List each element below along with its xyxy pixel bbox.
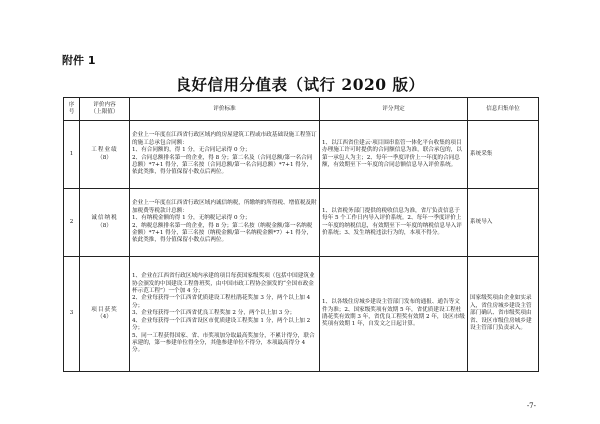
page-number: -7-: [526, 402, 536, 410]
row-standard: [130, 257, 320, 372]
standard-line: 4、企业每获得一个江西省设区市优质建设工程奖加 1 分，两个以上加 2 分；: [132, 317, 311, 332]
standard-line: 企业上一年度在江西省行政区域内的房屋建筑工程或市政基础设施工程签订的施工总承包合同额：: [132, 132, 317, 146]
header-judgement: 评分判定: [320, 98, 468, 121]
row-item-name: 项目获奖: [91, 306, 118, 313]
document-title: 良好信用分值表（试行 2020 版）: [175, 75, 425, 94]
row-source: 系统导入: [468, 189, 539, 257]
standard-line: 1、企业在江西省行政区域内承建的项目每获国家级奖项（包括中国建筑业协会颁发的中国建设工程鲁班奖，由中国市政工程协会颁发的“全国市政金杯示范工程”）一个加 4 分；: [132, 273, 315, 295]
table-row: [64, 121, 539, 189]
header-content-limit: （上限值）: [90, 109, 119, 115]
standard-line: 企业上一年度在江西省行政区域内诚信纳税，所缴纳的所得税、增值税及附加税费等税款计总额：: [132, 200, 317, 214]
credit-score-table: [63, 97, 539, 372]
standard-line: 2、合同总额排名第一的企业，得 8 分；第二名及（合同总额/第一名合同总额）*7+1 得分，第三名按（合同总额/第一名合同总额）*7+1 得分，依此类推，得分值保留小数点后两位。: [132, 154, 313, 176]
row-source: 系统采集: [468, 121, 539, 189]
row-item: [80, 189, 130, 257]
row-judgement: 1、以各级住房城乡建设主管部门发布的通报、通告等文件为准；2、国家级奖项有效期 5 年，省优质建设工程杜鹃花奖有效期 3 年，省优良工程奖有效期 2 年，设区市级奖项有效期 1 年，自发文之日起计算。: [320, 257, 468, 372]
row-seq: 2: [64, 189, 80, 257]
table-row: [64, 189, 539, 257]
row-item: [80, 257, 130, 372]
row-item-name: 诚信纳税: [91, 215, 118, 222]
table-row: [64, 257, 539, 372]
standard-line: 5、同一工程获得国家、省、市奖项加分取最高奖加分，不累计得分，联合承建的，第一参建单位得全分，其他参建单位不得分，本项最高得分 4 分。: [132, 332, 315, 354]
row-seq: 3: [64, 257, 80, 372]
header-content-label: 评价内容: [93, 102, 116, 108]
row-seq: 1: [64, 121, 80, 189]
row-judgement: 1、以省税务部门提供的税收信息为准，省厅负责信息于每年 5 个工作日内导入评价系统。2、每年一季度评价上一年度的纳税信息，有效期至下一年度的纳税信息导入评价系统；3、发生纳税违法行为的，本项不得分。: [320, 189, 468, 257]
standard-line: 2、企业每获得一个江西省优质建设工程杜鹃花奖加 3 分，两个以上加 4 分；: [132, 295, 311, 309]
row-item-limit: （8）: [97, 154, 112, 161]
row-source: 国家级奖项由企业如实录入，省住房城乡建设主管部门确认、省市级奖项由省、设区市级住房城乡建设主管部门负责录入。: [468, 257, 539, 372]
header-seq: 序号: [64, 98, 80, 121]
row-item: [80, 121, 130, 189]
row-item-limit: （8）: [97, 222, 112, 229]
header-standard: 评价标准: [130, 98, 320, 121]
row-judgement: 1、以江西省住建云·项目围串监管一体化平台收集的项目办理施工许可时提供的合同额信息为准，联合承包的，以第一承包人为主；2、每年一季度评价上一年度的合同总额，有效期至下一年度的合同总额信息导入评价系统。: [320, 121, 468, 189]
row-standard: [130, 121, 320, 189]
attachment-label: 附件 1: [62, 54, 96, 67]
standard-line: 1、有纳税金额的得 1 分，无纳税记录得 0 分；: [132, 215, 251, 222]
header-content: [80, 98, 130, 121]
standard-line: 2、纳税总额排名第一的企业，得 8 分；第二名按（纳税金额/第一名纳税金额）*7+1 得分，第三名按（纳税金额/第一名纳税金额*7）+1 得分，依此类推，得分值保留小数点后两位。: [132, 222, 313, 244]
standard-line: 3、企业每获得一个江西省优良工程奖加 2 分，两个以上加 3 分；: [132, 310, 296, 317]
table-header-row: [64, 98, 539, 121]
row-standard: [130, 189, 320, 257]
header-source: 信息归集单位: [468, 98, 539, 121]
row-item-name: 工程业绩: [91, 147, 118, 154]
standard-line: 1、有合同额的，得 1 分，无合同记录得 0 分；: [132, 147, 251, 154]
row-item-limit: （4）: [97, 314, 112, 320]
